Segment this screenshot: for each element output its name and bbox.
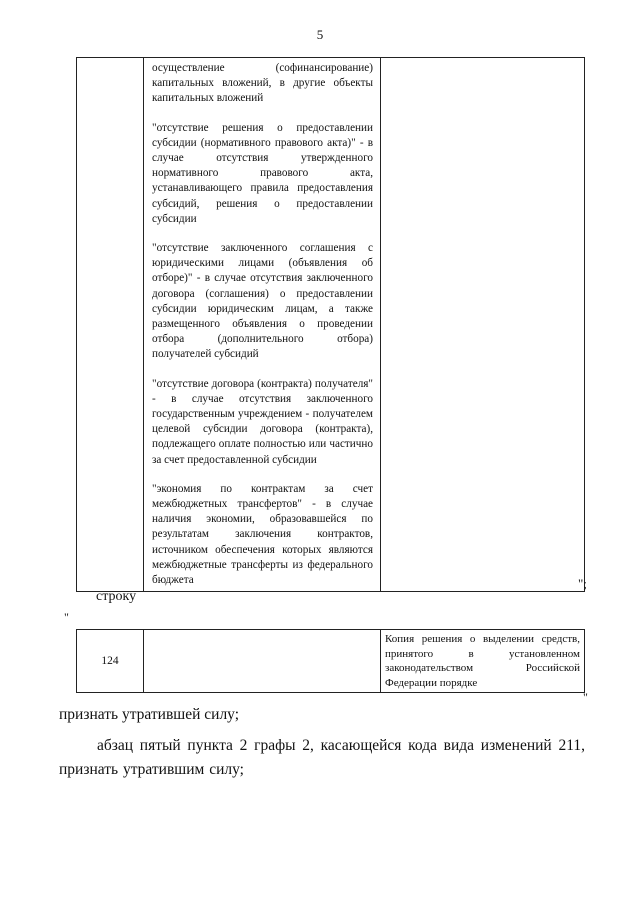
description-paragraph: "отсутствие решения о предоставлении субсидии (нормативного правового акта)" - в случае отсутствия утвержденного нормативного правового акта, устанавливающего правила предоставления субсидий, решения о предоставлении субсидии: [152, 121, 373, 225]
paragraph-invalidate: признать утратившей силу;: [59, 706, 240, 723]
document-cell: [381, 630, 585, 693]
stroku-text: строку: [96, 589, 137, 604]
closing-quote-mark: ";: [578, 576, 587, 591]
table-cell-documents: [381, 58, 585, 592]
page-number: 5: [316, 27, 324, 42]
closing-quote-mark-2: ": [583, 690, 588, 704]
changes-table-continued: [76, 57, 585, 592]
description-paragraph: "отсутствие договора (контракта) получателя" - в случае отсутствия заключенного государственным учреждением - получателем целевой субсидии договора (контракта), подлежащего оплате полностью или частично за счет предоставленной субсидии: [152, 377, 373, 466]
row-124-table: [76, 629, 585, 693]
description-paragraph: осуществление (софинансирование) капитальных вложений, в другие объекты капитальных вложений: [152, 62, 373, 105]
code-cell: 124: [77, 630, 144, 693]
opening-quote-mark: ": [64, 610, 69, 624]
table-cell-code: [77, 58, 144, 592]
document-description: Копия решения о выделении средств, принятого в установленном законодательством Российской Федерации порядке: [385, 633, 580, 689]
paragraph-abzac: абзац пятый пункта 2 графы 2, касающейся кода вида изменений 211, признать утратившим силу;: [59, 737, 585, 778]
description-paragraph: "отсутствие заключенного соглашения с юридическими лицами (объявления об отборе)" - в случае отсутствия заключенного договора (соглашения) о предоставлении субсидии юридическим лицам, а также размещенного объявления о проведении отбора (дополнительного отбора) получателей субсидий: [152, 242, 373, 361]
description-paragraph: "экономия по контрактам за счет межбюджетных трансфертов" - в случае наличия экономии, образовавшейся по результатам заключения контрактов, источником обеспечения которых являются межбюджетные трансферты из федерального бюджета: [152, 482, 373, 587]
empty-cell: [144, 630, 381, 693]
table-cell-description: [144, 58, 381, 592]
